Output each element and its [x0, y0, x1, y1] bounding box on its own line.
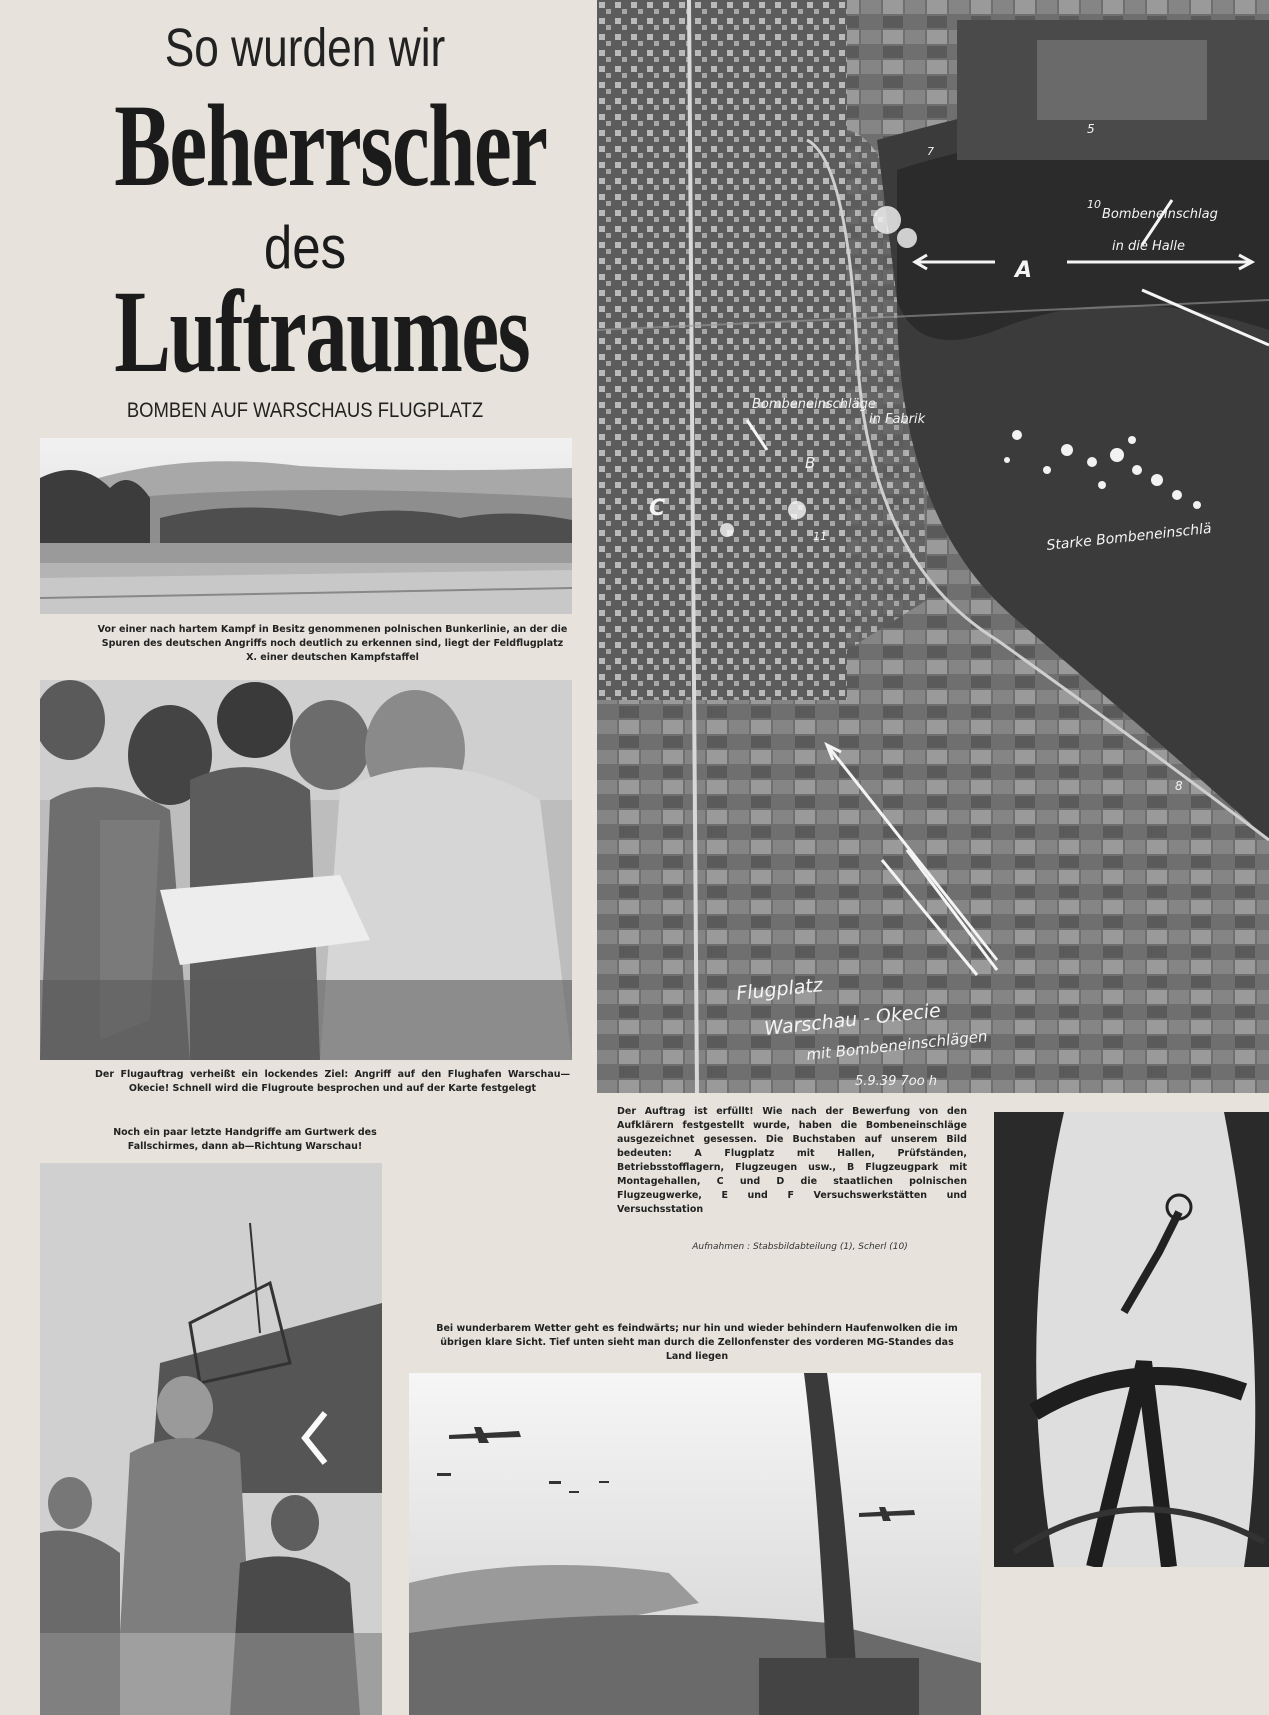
map-letter-c: C: [649, 496, 666, 521]
map-num-10: 10: [1087, 198, 1101, 211]
mission-caption: Der Auftrag ist erfüllt! Wie nach der Bewerfung von den Aufklärern festgestellt wurde, haben die Bombeneinschläge ausgezeichnet gesessen. Die Buchstaben auf unserem Bild bedeuten: A Flugplatz mit Hallen, Prüfständen, Betriebsstofflagern, Flugzeugen usw., B Flugzeugpark mit Montagehallen, C und D die staatlichen polnischen Flugzeugwerke, E und F Versuchswerkstätten und Versuchsstation: [617, 1106, 967, 1215]
map-letter-a: A: [1015, 258, 1033, 283]
briefing-caption: Der Flugauftrag verheißt ein lockendes Ziel: Angriff auf den Flughafen Warschau—Okecie! Schnell wird die Flugroute besprochen und auf der Karte festgelegt: [95, 1069, 570, 1094]
landscape-photo: [40, 438, 572, 614]
map-label-halle-2: in die Halle: [1112, 239, 1185, 254]
map-label-title-1: Flugplatz: [735, 974, 824, 1005]
map-label-title-2: Warschau - Okecie: [763, 999, 942, 1040]
map-label-halle-1: Bombeneinschlag: [1102, 207, 1218, 222]
map-num-8: 8: [1175, 779, 1183, 793]
headline-line1: So wurden wir: [164, 18, 446, 78]
parachute-caption: Noch ein paar letzte Handgriffe am Gurtwerk des Fallschirmes, dann ab—Richtung Warschau!: [113, 1127, 377, 1152]
map-label-title-3: mit Bombeneinschlägen: [805, 1027, 989, 1064]
headline-line3: des: [263, 214, 347, 281]
bunker-caption: Vor einer nach hartem Kampf in Besitz genommenen polnischen Bunkerlinie, an der die Spuren des deutschen Angriffs noch deutlich zu erkennen sind, liegt der Feldflugplatz X. einer deutschen Kampfstaffel: [97, 624, 568, 663]
photo-credit: Aufnahmen : Stabsbildabteilung (1), Scherl (10): [692, 1242, 908, 1252]
map-label-date: 5.9.39 7oo h: [855, 1074, 938, 1089]
map-num-7: 7: [927, 145, 934, 158]
formation-photo: [409, 1373, 981, 1715]
map-label-fabrik-2: in Fabrik: [869, 412, 926, 427]
map-num-5: 5: [1087, 122, 1095, 136]
briefing-photo: [40, 680, 572, 1060]
cockpit-photo: [994, 1112, 1269, 1567]
parachute-photo: [40, 1163, 382, 1715]
map-num-11: 11: [813, 530, 827, 543]
weather-caption: Bei wunderbarem Wetter geht es feindwärts; nur hin und wieder behindern Haufenwolken die im übrigen klare Sicht. Tief unten sieht man durch die Zellonfenster des vorderen MG-Standes das Land liegen: [436, 1323, 958, 1362]
headline-line2: Beherrscher: [114, 80, 547, 211]
aerial-photo: [597, 0, 1269, 1093]
map-letter-b: B: [805, 454, 816, 472]
map-label-starke: Starke Bombeneinschlä: [1045, 520, 1213, 554]
headline-subtitle: BOMBEN AUF WARSCHAUS FLUGPLATZ: [126, 399, 484, 422]
map-label-fabrik-1: Bombeneinschläge: [752, 397, 876, 412]
headline-line4: Luftraumes: [114, 266, 530, 397]
